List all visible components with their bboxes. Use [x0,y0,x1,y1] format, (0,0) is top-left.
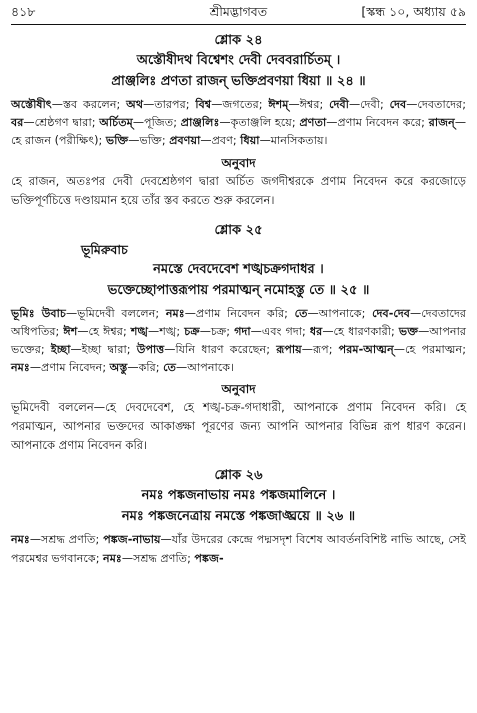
shloka-26-line-1: নমঃ পঙ্কজনাভায় নমঃ পঙ্কজমালিনে । [141,488,336,504]
shloka-25-word-meanings [11,305,466,378]
shloka-24-line-2: প্রাঞ্জলিঃ প্রণতা রাজন্ ভক্তিপ্রবণয়া ধিয়া ॥ ২৪ ॥ [111,74,366,89]
gloss-meaning: —কৃতাঞ্জলি হয়ে; [219,116,300,130]
gloss-meaning: —শ্রেষ্ঠগণ দ্বারা; [23,116,100,130]
gloss-meaning: —আপনার ভক্তের; [11,324,466,357]
header-divider [11,24,466,25]
gloss-meaning: —ভক্তি; [128,134,170,148]
shloka-24-translation: হে রাজন, অতঃপর দেবী দেবশ্রেষ্ঠগণ দ্বারা অর্চিত জগদীশ্বরকে প্রণাম নিবেদন করে করজোড়ে ভক্তিপূর্ণচিত্তে দণ্ডায়মান হয়ে তাঁর স্তব করতে শুরু করলেন। [11,173,466,207]
gloss-word: দেব [389,98,407,111]
gloss-meaning: —আপনাকে। [176,361,235,375]
gloss-word: ধর [309,324,323,338]
shloka-26-heading: শ্লোক ২৬ [214,468,263,484]
gloss-word: নমঃ [165,306,185,320]
gloss-word: ভূমিঃ উবাচ [11,306,66,320]
gloss-meaning: —হে পরমাত্মন; [393,343,466,357]
gloss-meaning: —দেবতাদের; [406,98,466,111]
gloss-meaning: —আপনাকে; [307,306,373,320]
page-content [11,30,466,568]
gloss-word: নমঃ [11,533,30,547]
gloss-meaning: —হে রাজন (পরীক্ষিৎ); [11,116,467,148]
gloss-meaning: —সশ্রদ্ধ প্রণতি; [29,533,104,547]
shloka-26-word-meanings [11,531,466,567]
shloka-25-line-1: নমস্তে দেবদেবেশ শঙ্খচক্রগদাধর । [153,261,324,277]
shloka-25-heading: শ্লোক ২৫ [214,222,263,238]
gloss-meaning: —দেবী; [348,98,390,111]
gloss-word: প্রাঞ্জলিঃ [180,116,220,130]
gloss-meaning: —স্তব করলেন; [51,98,127,111]
gloss-meaning: —প্রণাম নিবেদন করে; [326,116,429,130]
gloss-meaning: —এবং গদা; [250,324,310,338]
gloss-word: ধিয়া [240,134,260,148]
gloss-word: পঙ্কজ-নাভায় [103,533,161,547]
gloss-word: বর [11,116,24,130]
book-title: শ্রীমদ্ভাগবত [209,4,268,19]
shloka-25-translation: ভূমিদেবী বললেন—হে দেবদেবেশ, হে শঙ্খ-চক্র-গদাধারী, আপনাকে প্রণাম নিবেদন করি। হে পরমাত্মন, আপনার ভক্তদের আকাঙ্ক্ষা পূরণের জন্য আপনি আপনার বিভিন্ন রূপ ধারণ করেন। আপনাকে প্রণাম নিবেদন করি। [11,400,466,453]
gloss-word: চক্র [184,324,200,338]
gloss-meaning: —জগতের; [211,98,269,111]
gloss-word: ভক্তি [105,134,129,148]
gloss-word: প্রবণয়া [169,134,201,148]
gloss-word: রূপায় [276,343,302,357]
gloss-meaning: —ইচ্ছা দ্বারা; [70,343,137,357]
page-number: ৪১৮ [11,4,36,19]
gloss-meaning: —করি; [127,361,164,375]
gloss-word: গদা [234,324,251,338]
gloss-word: দেব-দেব [372,306,410,320]
gloss-word: তে [163,361,177,375]
gloss-meaning: —হে ঈশ্বর; [77,324,131,338]
shloka-24-translation-heading: অনুবাদ [221,155,256,170]
gloss-meaning: —প্রণাম নিবেদন করি; [184,306,295,320]
gloss-meaning: —যিনি ধারণ করেছেন; [164,343,277,357]
gloss-word: অথ [126,98,144,111]
gloss-meaning: —শঙ্খ; [148,324,185,338]
gloss-meaning: —প্রণাম নিবেদন; [29,361,110,375]
gloss-word: দেবী [329,98,349,111]
gloss-meaning: —তারপর; [143,98,196,111]
chapter-reference: [স্কন্ধ ১০, অধ্যায় ৫৯ [361,4,466,19]
gloss-word: উপাত্ত [136,343,165,357]
gloss-word: অস্তৌষীৎ [11,98,52,111]
gloss-word: ভক্ত [398,324,419,338]
gloss-word: প্রণতা [299,116,327,130]
gloss-meaning: —দেবতাদের অধিপতির; [11,306,466,338]
gloss-word: বিশ্ব [195,98,212,111]
gloss-word: ঈশ [63,324,78,338]
gloss-word: পরম-আত্মন্ [338,343,394,357]
shloka-24-word-meanings [11,96,466,151]
gloss-meaning: —রূপ; [301,343,339,357]
gloss-meaning: —সশ্রদ্ধ প্রণতি; [121,551,195,565]
gloss-word: তে [294,306,308,320]
gloss-word: রাজন্ [428,116,455,130]
shloka-25-line-2: ভক্তেচ্ছোপাত্তরূপায় পরমাত্মন্ নমোহস্তু তে ॥ ২৫ ॥ [107,282,370,298]
gloss-word: অস্তু [109,361,128,375]
shloka-26-line-2: নমঃ পঙ্কজনেত্রায় নমস্তে পঙ্কজাঙ্ঘ্রয়ে ॥ ২৬ ॥ [121,509,356,525]
gloss-word: ইচ্ছা [50,343,71,357]
gloss-meaning: —ভূমিদেবী বললেন; [65,306,166,320]
shloka-24-line-1: অস্তৌষীদথ বিশ্বেশং দেবী দেববরার্চিতম্ । [136,53,341,68]
gloss-word: ঈশম্ [268,98,289,111]
gloss-meaning: —ঈশ্বর; [288,98,330,111]
gloss-meaning: —প্রবণ; [200,134,241,148]
gloss-word: শঙ্খ [130,324,149,338]
page-header [11,2,466,24]
gloss-word: পঙ্কজ- [194,551,224,565]
shloka-25-speaker: ভূমিরুবাচ [81,241,128,257]
gloss-word: নমঃ [11,361,30,375]
shloka-25-translation-heading: অনুবাদ [221,382,256,397]
gloss-meaning: —পূজিত; [132,116,181,130]
gloss-meaning: —চক্র; [199,324,235,338]
gloss-meaning: —হে ধারণকারী; [322,324,399,338]
gloss-meaning: —মানসিকতায়। [259,134,328,148]
gloss-meaning: —যাঁর উদরের কেন্দ্রে পদ্মসদৃশ বিশেষ আবর্তনবিশিষ্ট নাভি আছে, সেই পরমেশ্বর ভগবানকে; [11,533,466,565]
shloka-24-heading: শ্লোক ২৪ [214,33,263,48]
gloss-word: অর্চিতম্ [99,116,133,130]
gloss-word: নমঃ [103,551,122,565]
